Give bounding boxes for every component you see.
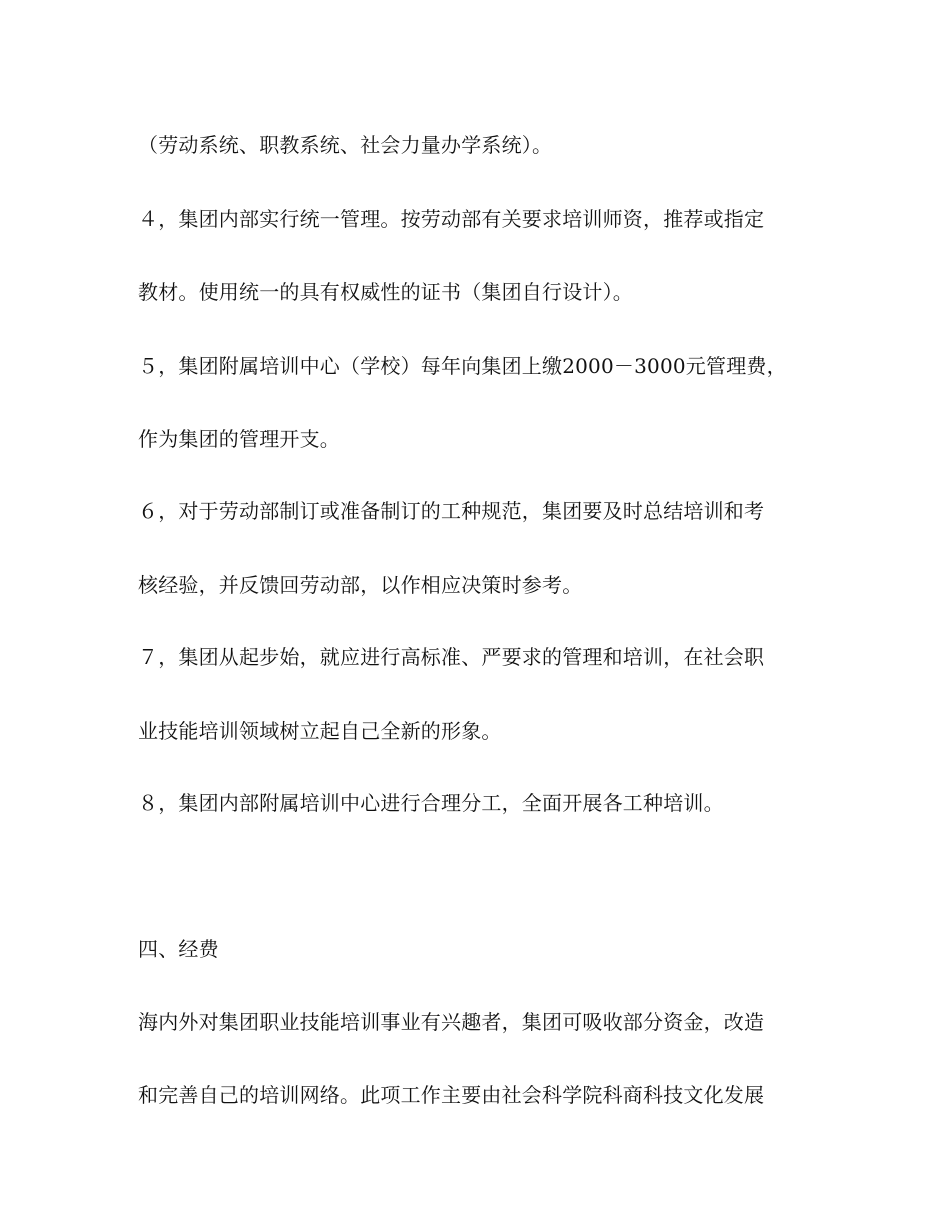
text-line-5: 作为集团的管理开支。 (138, 427, 340, 451)
text-line-7: 核经验，并反馈回劳动部，以作相应决策时参考。 (138, 573, 583, 597)
text-line-6: ６，对于劳动部制订或准备制订的工种规范，集团要及时总结培训和考 (138, 499, 765, 523)
text-line-4: ５，集团附属培训中心（学校）每年向集团上缴2000－3000元管理费， (138, 354, 787, 378)
text-line-3: 教材。使用统一的具有权威性的证书（集团自行设计）。 (138, 280, 633, 304)
text-line-12: 和完善自己的培训网络。此项工作主要由社会科学院科商科技文化发展 (138, 1083, 765, 1107)
text-line-11: 海内外对集团职业技能培训事业有兴趣者，集团可吸收部分资金，改造 (138, 1010, 765, 1034)
text-line-9: 业技能培训领域树立起自己全新的形象。 (138, 719, 502, 743)
text-line-2: ４，集团内部实行统一管理。按劳动部有关要求培训师资，推荐或指定 (138, 207, 765, 231)
section-heading: 四、经费 (138, 937, 219, 961)
text-line-10: ８，集团内部附属培训中心进行合理分工，全面开展各工种培训。 (138, 791, 724, 815)
text-line-8: ７，集团从起步始，就应进行高标准、严要求的管理和培训，在社会职 (138, 645, 765, 669)
text-line-1: （劳动系统、职教系统、社会力量办学系统）。 (138, 133, 553, 157)
